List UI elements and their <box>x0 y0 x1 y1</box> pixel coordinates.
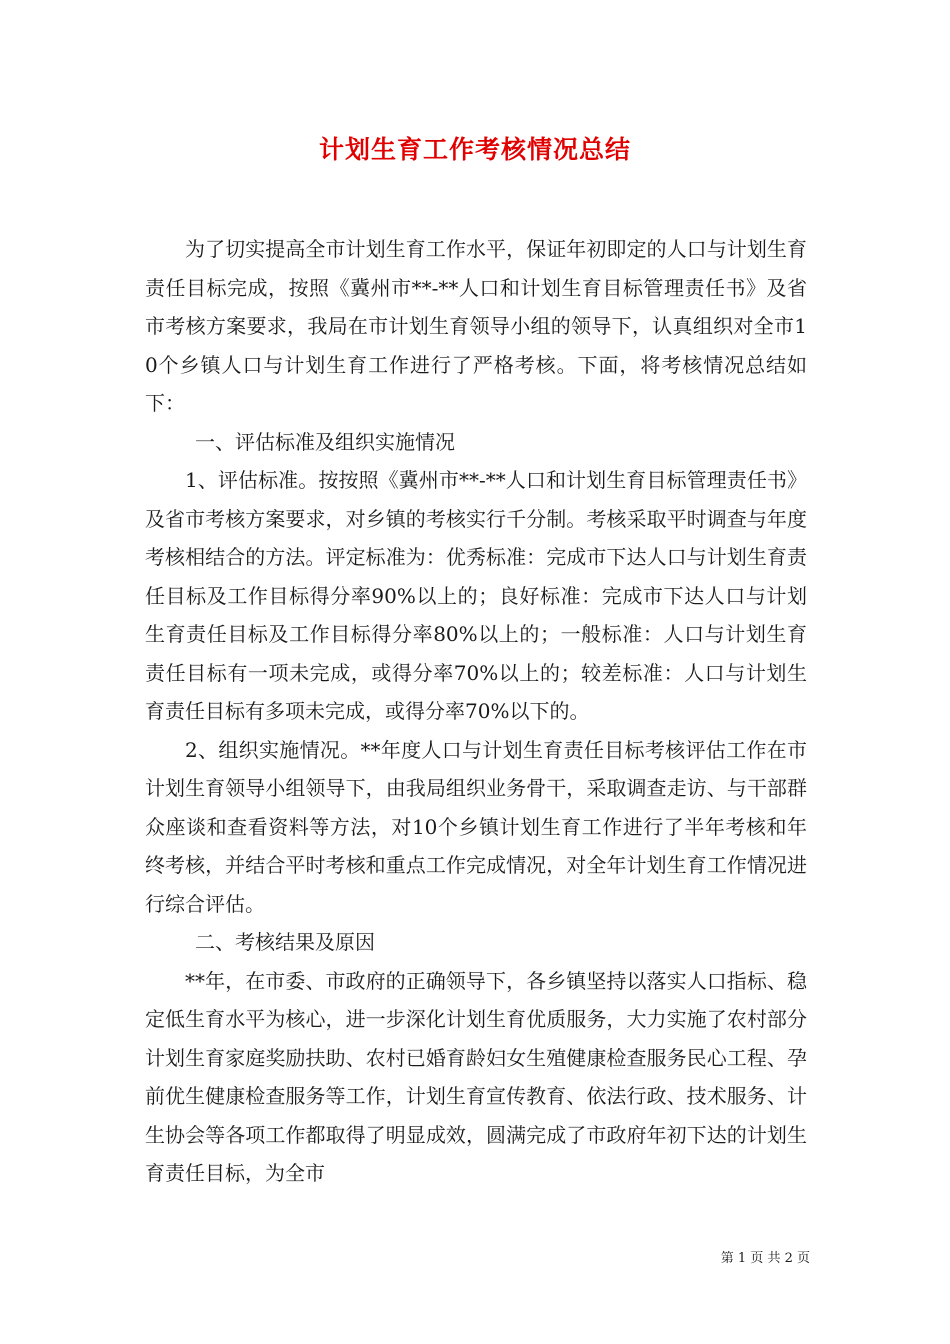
results-paragraph: **年，在市委、市政府的正确领导下，各乡镇坚持以落实人口指标、稳定低生育水平为核心，进一步深化计划生育优质服务，大力实施了农村部分计划生育家庭奖励扶助、农村已婚育龄妇女生殖健康检查服务民心工程、孕前优生健康检查服务等工作，计划生育宣传教育、依法行政、技术服务、计生协会等各项工作都取得了明显成效，圆满完成了市政府年初下达的计划生育责任目标，为全市 <box>145 968 807 1185</box>
page-number-footer: 第 1 页 共 2 页 <box>720 1251 810 1266</box>
evaluation-standard-paragraph: 1、评估标准。按按照《冀州市**-**人口和计划生育目标管理责任书》及省市考核方案要求，对乡镇的考核实行千分制。考核采取平时调查与年度考核相结合的方法。评定标准为：优秀标准：完成市下达人口与计划生育责任目标及工作目标得分率90%以上的；良好标准：完成市下达人口与计划生育责任目标及工作目标得分率80%以上的；一般标准：人口与计划生育责任目标有一项未完成，或得分率70%以上的；较差标准：人口与计划生育责任目标有多项未完成，或得分率70%以下的。 <box>145 468 807 723</box>
document-body <box>145 230 807 1193</box>
section-heading-1: 一、评估标准及组织实施情况 <box>195 429 455 454</box>
implementation-paragraph: 2、组织实施情况。**年度人口与计划生育责任目标考核评估工作在市计划生育领导小组领导下，由我局组织业务骨干，采取调查走访、与干部群众座谈和查看资料等方法，对10个乡镇计划生育工作进行了半年考核和年终考核，并结合平时考核和重点工作完成情况，对全年计划生育工作情况进行综合评估。 <box>145 737 807 916</box>
document-title: 计划生育工作考核情况总结 <box>318 135 631 164</box>
section-heading-2: 二、考核结果及原因 <box>195 930 375 954</box>
intro-paragraph: 为了切实提高全市计划生育工作水平，保证年初即定的人口与计划生育责任目标完成，按照《冀州市**-**人口和计划生育目标管理责任书》及省市考核方案要求，我局在市计划生育领导小组的领导下，认真组织对全市10个乡镇人口与计划生育工作进行了严格考核。下面，将考核情况总结如下： <box>145 237 807 415</box>
